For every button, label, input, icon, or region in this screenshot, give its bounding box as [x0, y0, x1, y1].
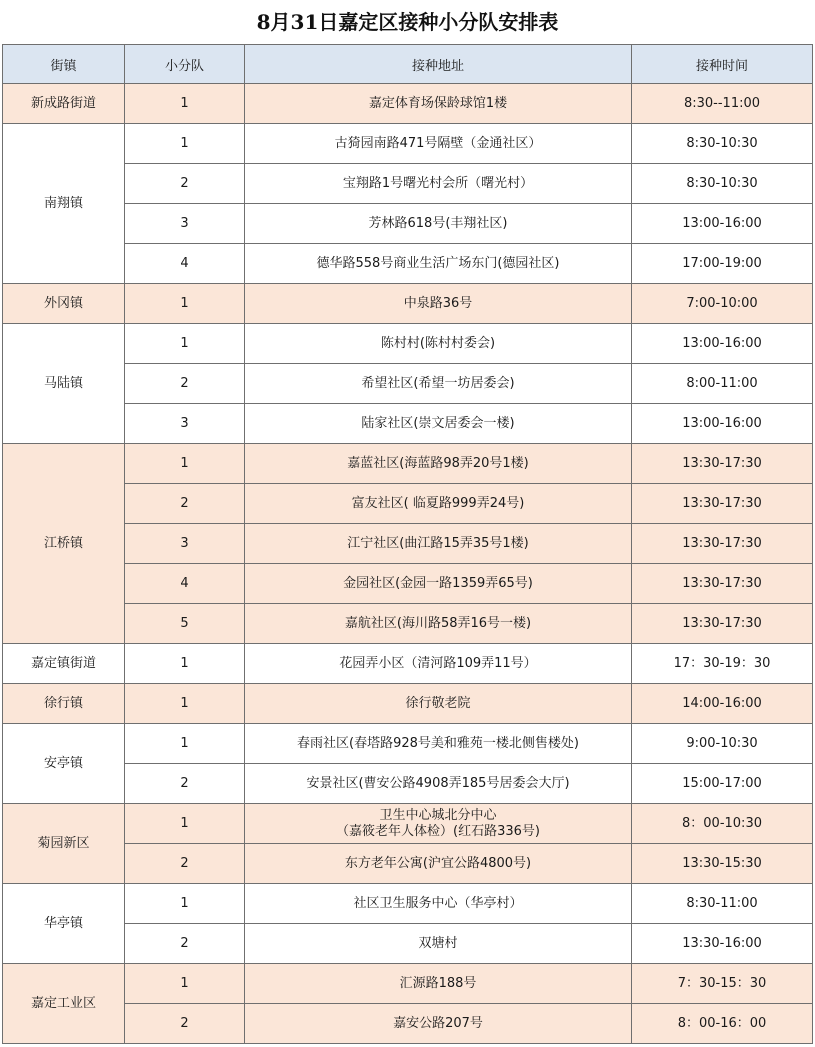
address-line: 中泉路36号: [403, 295, 473, 311]
time-cell: 8:30-10:30: [632, 164, 813, 204]
table-row: [3, 924, 813, 964]
address-line: 德华路558号商业生活广场东门(德园社区): [316, 255, 560, 271]
team-cell: 4: [125, 244, 245, 284]
address-cell: [245, 1004, 632, 1044]
table-row: [3, 324, 813, 364]
table-row: [3, 564, 813, 604]
team-cell: 2: [125, 764, 245, 804]
time-cell: 8：00-10:30: [632, 804, 813, 844]
team-cell: 4: [125, 564, 245, 604]
town-cell: 嘉定镇街道: [3, 644, 125, 684]
time-cell: 13:30-15:30: [632, 844, 813, 884]
address-line: 江宁社区(曲江路15弄35号1楼): [347, 535, 529, 551]
team-cell: 2: [125, 164, 245, 204]
team-cell: 1: [125, 124, 245, 164]
address-cell: [245, 364, 632, 404]
time-cell: 13:30-17:30: [632, 564, 813, 604]
address-line: 社区卫生服务中心（华亭村）: [353, 895, 523, 911]
address-cell: [245, 564, 632, 604]
table-row: [3, 284, 813, 324]
table-row: [3, 364, 813, 404]
address-line: 安景社区(曹安公路4908弄185号居委会大厅): [306, 775, 570, 791]
header-address: 接种地址: [245, 45, 632, 84]
table-row: [3, 964, 813, 1004]
address-cell: [245, 604, 632, 644]
address-line: 徐行敬老院: [405, 695, 471, 711]
time-cell: 14:00-16:00: [632, 684, 813, 724]
address-cell: [245, 164, 632, 204]
team-cell: 1: [125, 324, 245, 364]
address-cell: [245, 484, 632, 524]
time-cell: 13:00-16:00: [632, 404, 813, 444]
town-cell: 嘉定工业区: [3, 964, 125, 1044]
address-line: 汇源路188号: [399, 975, 477, 991]
address-cell: [245, 684, 632, 724]
team-cell: 2: [125, 924, 245, 964]
time-cell: 8:00-11:00: [632, 364, 813, 404]
table-row: [3, 1004, 813, 1044]
address-line: 嘉定体育场保龄球馆1楼: [368, 95, 508, 111]
table-row: [3, 524, 813, 564]
team-cell: 1: [125, 804, 245, 844]
address-cell: [245, 404, 632, 444]
address-cell: [245, 324, 632, 364]
team-cell: 1: [125, 964, 245, 1004]
address-line: （嘉筱老年人体检）(红石路336号): [336, 823, 540, 839]
address-cell: [245, 764, 632, 804]
address-line: 春雨社区(春塔路928号美和雅苑一楼北侧售楼处): [297, 735, 579, 751]
time-cell: 17:00-19:00: [632, 244, 813, 284]
address-cell: [245, 444, 632, 484]
address-line: 宝翔路1号曙光村会所（曙光村）: [342, 175, 534, 191]
header-time: 接种时间: [632, 45, 813, 84]
address-cell: [245, 124, 632, 164]
table-row: [3, 644, 813, 684]
town-cell: 马陆镇: [3, 324, 125, 444]
team-cell: 3: [125, 204, 245, 244]
town-cell: 江桥镇: [3, 444, 125, 644]
time-cell: 13:30-16:00: [632, 924, 813, 964]
address-cell: [245, 244, 632, 284]
schedule-table: [2, 44, 813, 1044]
team-cell: 1: [125, 684, 245, 724]
table-row: [3, 84, 813, 124]
team-cell: 1: [125, 444, 245, 484]
team-cell: 1: [125, 84, 245, 124]
team-cell: 2: [125, 484, 245, 524]
team-cell: 1: [125, 644, 245, 684]
address-cell: [245, 204, 632, 244]
team-cell: 5: [125, 604, 245, 644]
time-cell: 8：00-16：00: [632, 1004, 813, 1044]
town-cell: 安亭镇: [3, 724, 125, 804]
address-line: 陈村村(陈村村委会): [380, 335, 496, 351]
address-cell: [245, 804, 632, 844]
address-line: 双塘村: [418, 935, 458, 951]
address-line: 富友社区( 临夏路999弄24号): [351, 495, 525, 511]
team-cell: 1: [125, 284, 245, 324]
team-cell: 3: [125, 404, 245, 444]
table-row: [3, 764, 813, 804]
address-cell: [245, 924, 632, 964]
address-line: 芳林路618号(丰翔社区): [368, 215, 508, 231]
address-line: 希望社区(希望一坊居委会): [361, 375, 515, 391]
time-cell: 13:30-17:30: [632, 604, 813, 644]
time-cell: 15:00-17:00: [632, 764, 813, 804]
address-line: 卫生中心城北分中心: [379, 807, 497, 823]
header-row: [3, 45, 813, 84]
town-cell: 新成路街道: [3, 84, 125, 124]
address-cell: [245, 284, 632, 324]
page-title: 8月31日嘉定区接种小分队安排表: [256, 10, 559, 34]
table-row: [3, 244, 813, 284]
town-cell: 华亭镇: [3, 884, 125, 964]
address-line: 花园弄小区（清河路109弄11号）: [339, 655, 537, 671]
address-cell: [245, 84, 632, 124]
header-town: 街镇: [3, 45, 125, 84]
team-cell: 3: [125, 524, 245, 564]
table-row: [3, 484, 813, 524]
table-body: [3, 84, 813, 1044]
time-cell: 9:00-10:30: [632, 724, 813, 764]
town-cell: 菊园新区: [3, 804, 125, 884]
time-cell: 13:00-16:00: [632, 324, 813, 364]
team-cell: 2: [125, 844, 245, 884]
time-cell: 13:00-16:00: [632, 204, 813, 244]
time-cell: 13:30-17:30: [632, 484, 813, 524]
address-line: 嘉蓝社区(海蓝路98弄20号1楼): [347, 455, 529, 471]
time-cell: 8:30--11:00: [632, 84, 813, 124]
address-line: 嘉安公路207号: [393, 1015, 483, 1031]
time-cell: 13:30-17:30: [632, 524, 813, 564]
team-cell: 1: [125, 884, 245, 924]
address-line: 嘉航社区(海川路58弄16号一楼): [344, 615, 532, 631]
town-cell: 南翔镇: [3, 124, 125, 284]
address-cell: [245, 844, 632, 884]
team-cell: 1: [125, 724, 245, 764]
table-row: [3, 404, 813, 444]
time-cell: 8:30-10:30: [632, 124, 813, 164]
town-cell: 徐行镇: [3, 684, 125, 724]
town-cell: 外冈镇: [3, 284, 125, 324]
address-line: 东方老年公寓(沪宜公路4800号): [344, 855, 532, 871]
address-cell: [245, 524, 632, 564]
team-cell: 2: [125, 1004, 245, 1044]
table-row: [3, 124, 813, 164]
table-row: [3, 804, 813, 844]
table-row: [3, 844, 813, 884]
address-cell: [245, 644, 632, 684]
time-cell: 7:00-10:00: [632, 284, 813, 324]
time-cell: 7：30-15：30: [632, 964, 813, 1004]
address-line: 金园社区(金园一路1359弄65号): [343, 575, 533, 591]
table-row: [3, 884, 813, 924]
address-cell: [245, 964, 632, 1004]
address-cell: [245, 884, 632, 924]
address-line: 陆家社区(崇文居委会一楼): [361, 415, 515, 431]
time-cell: 8:30-11:00: [632, 884, 813, 924]
table-row: [3, 444, 813, 484]
table-row: [3, 604, 813, 644]
table-row: [3, 204, 813, 244]
table-row: [3, 164, 813, 204]
table-row: [3, 724, 813, 764]
time-cell: 13:30-17:30: [632, 444, 813, 484]
table-row: [3, 684, 813, 724]
address-line: 古猗园南路471号隔壁（金通社区）: [334, 135, 542, 151]
team-cell: 2: [125, 364, 245, 404]
header-team: 小分队: [125, 45, 245, 84]
address-cell: [245, 724, 632, 764]
time-cell: 17：30-19：30: [632, 644, 813, 684]
